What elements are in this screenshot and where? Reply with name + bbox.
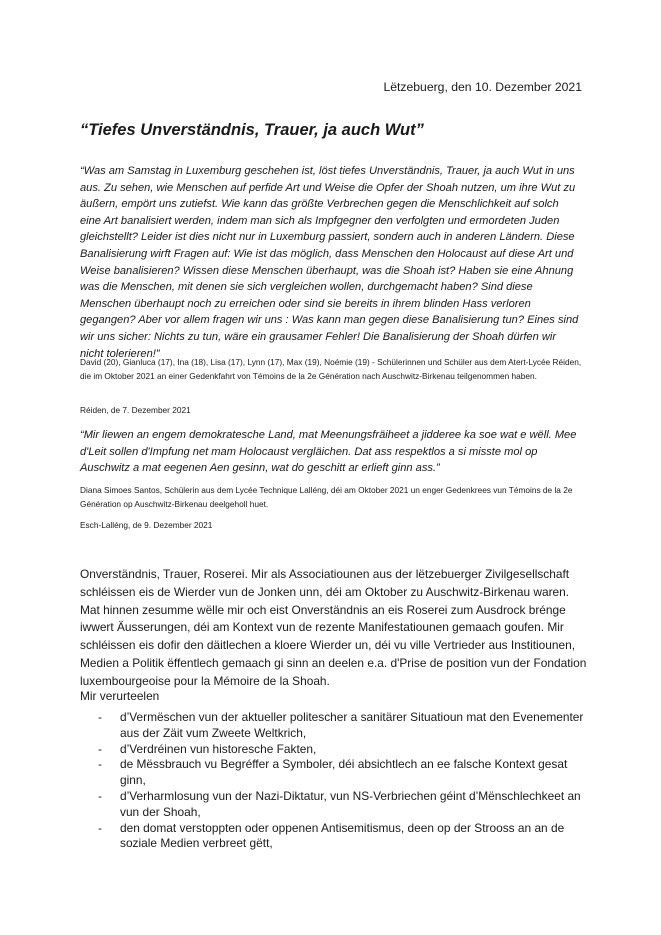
quote-signature-esch: Diana Simoes Santos, Schülerin aus dem Lycée Technique Lalléng, déi am Oktober 2021 un enger Gedenkrees vun Témoins de la 2e Génération op Auschwitz-Birkenau deelgeholl huet. bbox=[80, 485, 573, 509]
place-date-reiden: Réiden, de 7. Dezember 2021 bbox=[80, 405, 191, 415]
list-item: - de Mëssbrauch vu Begréffer a Symboler, déi absichtlech an ee falsche Kontext gesat ginn, bbox=[98, 757, 568, 788]
student-quote-german: “Was am Samstag in Luxemburg geschehen ist, löst tiefes Unverständnis, Trauer, ja auch Wut in uns aus. Zu sehen, wie Menschen auf perfide Art und Weise die Opfer der Shoah nutzen, um ihre Wut zu äußern, empört uns zutiefst. Wie kann das größte Verbrechen gegen die Menschlichkeit auf solch eine Art banalisiert werden, indem man sich als Impfgegner den verfolgten und ermordeten Juden gleichstellt? Leider ist dies nicht nur in Luxemburg passiert, sondern auch in anderen Ländern. Diese Banalisierung wirft Fragen auf: Wie ist das möglich, dass Menschen den Holocaust auf diese Art und Weise banalisieren? Wissen diese Menschen überhaupt, was die Shoah ist? Haben sie eine Ahnung was die Menschen, mit denen sie sich vergleichen wollen, durchgemacht haben? Sind diese Menschen überhaupt noch zu erreichen oder sind sie bereits in ihrem blinden Hass verloren gegangen? Aber vor allem fragen wir uns : Was kann man gegen diese Banalisierung tun? Eines sind wir uns sicher: Nichts zu tun, wäre ein grausamer Fehler! Die Banalisierung der Shoah dürfen wir nicht tolerieren!” bbox=[80, 165, 579, 360]
place-date-esch: Esch-Lalléng, de 9. Dezember 2021 bbox=[80, 520, 213, 530]
date-line: Lëtzebuerg, den 10. Dezember 2021 bbox=[383, 80, 582, 94]
associations-statement: Onverständnis, Trauer, Roserei. Mir als Associatiounen aus der lëtzebuerger Zivilgesellschaft schléissen eis de Wierder vun de Jonken unn, déi am Oktober zu Auschwitz-Birkenau waren. Mat hinnen zesumme wëlle mir och eist Onverständnis an eis Roserei zum Ausdrock brénge iwwert Äusserungen, déi am Kontext vun de rezente Manifestatiounen gemaach goufen. Mir schléissen eis dofir den däitlechen a kloere Wierder un, déi vu ville Vertrieder aus Institiounen, Medien a Politik ëffentlech gemaach gi sinn an deelen e.a. d'Prise de position vun der Fondation luxembourgeoise pour la Mémoire de la Shoah. bbox=[80, 567, 587, 688]
bullet-dash: - bbox=[98, 710, 102, 724]
condemnation-list bbox=[80, 710, 590, 852]
bullet-dash: - bbox=[98, 757, 102, 772]
list-item: - den domat verstoppten oder oppenen Antisemitismus, deen op der Strooss an an de soziale Medien verbreet gëtt, bbox=[98, 820, 565, 851]
bullet-dash: - bbox=[98, 820, 102, 835]
bullet-dash: - bbox=[98, 788, 102, 803]
student-quote-luxembourgish: “Mir liewen an engem demokratesche Land, mat Meenungsfräiheet a jidderee ka soe wat e wëll. Mee d'Leit sollen d'Impfung net mam Holocaust vergläichen. Dat ass respektlos a si misste mol op Auschwitz a mat eegenen Aen gesinn, wat do geschitt ar erlieft ginn ass.” bbox=[80, 429, 577, 475]
quote-signature-reiden: David (20), Gianluca (17), Ina (18), Lisa (17), Lynn (17), Max (19), Noémie (19) - Schülerinnen und Schüler aus dem Atert-Lycée Réiden, die im Oktober 2021 an einer Gedenkfahrt von Témoins de la 2e Génération nach Auschwitz-Birkenau teilgenommen haben. bbox=[80, 357, 582, 381]
list-item: - d’Verdréinen vun historesche Fakten, bbox=[98, 741, 317, 756]
condemnation-heading: Mir verurteelen bbox=[80, 689, 160, 703]
list-item: - d’Verharmlosung vun der Nazi-Diktatur, vun NS-Verbriechen géint d’Mënschlechkeet an vun der Shoah, bbox=[98, 788, 581, 819]
bullet-dash: - bbox=[98, 741, 102, 756]
page-title: “Tiefes Unverständnis, Trauer, ja auch Wut” bbox=[80, 121, 424, 139]
list-item: - d’Vermëschen vun der aktueller politescher a sanitärer Situatioun mat den Evenementer aus der Zäit vum Zweete Weltkrich, bbox=[98, 710, 584, 740]
